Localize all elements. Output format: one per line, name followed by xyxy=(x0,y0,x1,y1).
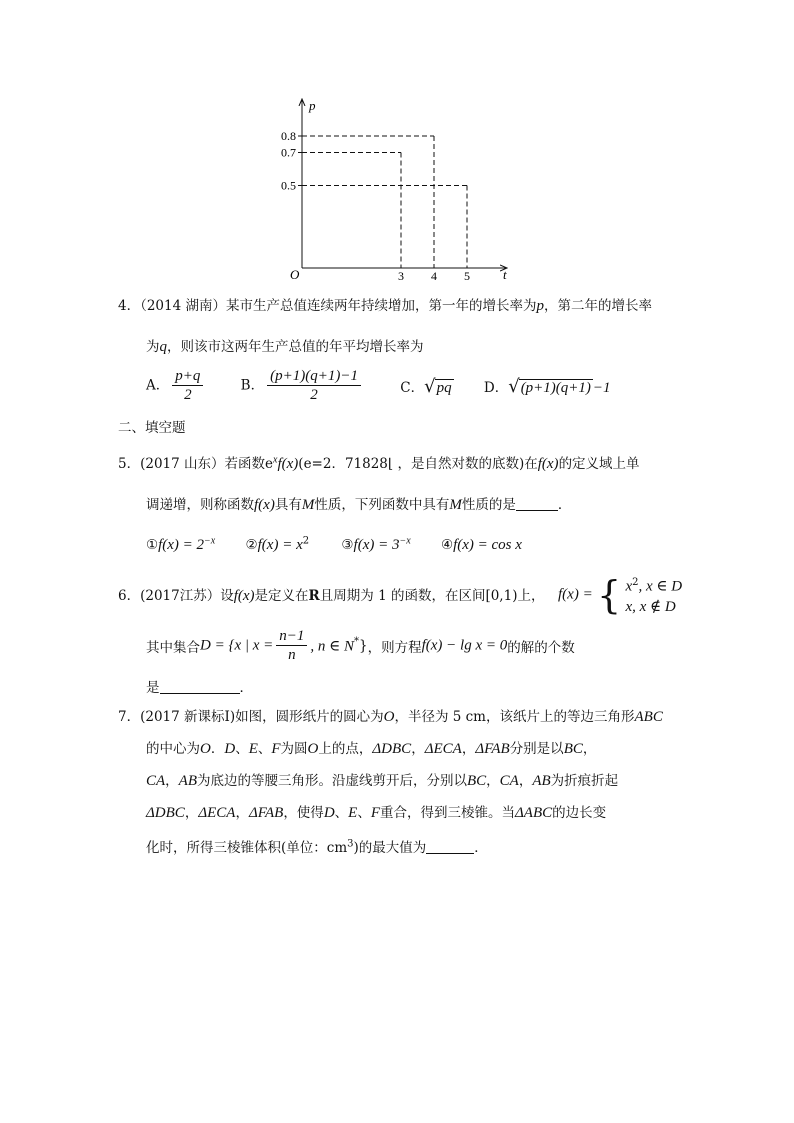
q7-line2-comma2: ， xyxy=(461,741,476,757)
q7-line3-ca: CA xyxy=(146,773,166,789)
q7-line3-comma3: ， xyxy=(518,773,533,789)
q5-line1 xyxy=(118,452,640,473)
x-tick-label: 5 xyxy=(464,269,470,283)
option-d[interactable]: D．√(p+1)(q+1) −1 xyxy=(483,375,611,397)
q7-line5-b: )的最大值为 xyxy=(353,840,427,856)
option-c-label: C． xyxy=(400,379,425,396)
option-d-label: D． xyxy=(483,379,509,396)
q7-line4-s1: 、 xyxy=(334,805,349,821)
q7-line2-d: D xyxy=(224,741,236,757)
q7-line4-t1: ΔDBC xyxy=(146,805,185,821)
q5-expr1-sup: x xyxy=(273,454,278,466)
q5-text3: 调递增，则称函数 xyxy=(146,497,254,513)
q7-line4-c1: ， xyxy=(184,805,199,821)
q6-text8: 是 xyxy=(146,680,160,696)
y-axis-label: p xyxy=(309,98,316,113)
q5-var-m1: M xyxy=(301,497,315,513)
q7-line4-c2: ， xyxy=(235,805,249,821)
q6-frac-num: n−1 xyxy=(276,628,307,646)
q7-line5 xyxy=(146,836,488,856)
q7-line2-comma1: ， xyxy=(411,741,425,757)
q6-equation: f(x) − lg x = 0 xyxy=(421,637,508,654)
q5-text6: 性质的是 xyxy=(461,497,516,513)
q6-line1 xyxy=(118,584,544,605)
q6-case-2: x, x ∉ D xyxy=(625,598,676,615)
q4-source: （2014 湖南） xyxy=(140,298,226,314)
q7-line3-b: 为折痕折起 xyxy=(550,773,619,789)
q7-line4-s2: 、 xyxy=(357,805,371,821)
q6-case1-cond: , x ∈ D xyxy=(638,578,683,595)
x-axis-label: t xyxy=(503,267,507,282)
q5-options xyxy=(146,535,522,554)
q5-text1: 若函数 xyxy=(224,456,266,472)
y-tick-label: 0.8 xyxy=(281,129,296,143)
x-tick-label: 4 xyxy=(431,269,437,283)
q6-brace: { xyxy=(596,572,622,617)
q5-opt1-expr: f(x) = 2 xyxy=(158,536,205,553)
q5-var-m2: M xyxy=(449,497,462,513)
q7-answer-blank[interactable] xyxy=(426,839,474,854)
q4-line2 xyxy=(146,335,424,356)
option-b[interactable] xyxy=(241,368,364,404)
q6-case-1 xyxy=(625,573,682,597)
q6-set-d-left: D = {x | x = xyxy=(200,637,274,654)
q7-line2-e: E xyxy=(248,741,258,757)
q6-case1-sup: 2 xyxy=(632,577,639,588)
q7-line1 xyxy=(118,705,663,726)
q6-text3: 且周期为 1 的函数，在区间 xyxy=(319,588,486,604)
q6-frac-den: n xyxy=(288,647,296,663)
q7-line2 xyxy=(146,737,596,758)
q5-option-2[interactable] xyxy=(246,537,310,553)
q7-line1-o: O xyxy=(383,709,395,725)
q7-line3-ab: AB xyxy=(178,773,197,789)
q7-line3-bc: BC xyxy=(467,773,487,789)
q6-text1: 设 xyxy=(220,588,234,604)
q5-opt4-label: ④ xyxy=(440,536,454,553)
option-d-radicand: (p+1)(q+1) xyxy=(520,379,591,396)
q7-number: 7． xyxy=(118,709,141,725)
q7-line1-abc: ABC xyxy=(634,709,663,725)
q7-line2-o2: O xyxy=(307,741,319,757)
q4-text2: ，第二年的增长率 xyxy=(544,298,652,314)
q5-opt3-label: ③ xyxy=(341,536,354,553)
q6-set-d-right: , n ∈ N xyxy=(310,638,354,655)
q7-line4-f: F xyxy=(370,805,380,821)
q5-text5: 性质，下列函数中具有 xyxy=(314,497,450,513)
q5-answer-blank[interactable] xyxy=(516,496,558,511)
q7-line2-o: O xyxy=(200,741,211,757)
q5-line2 xyxy=(146,493,571,514)
q5-number: 5． xyxy=(118,456,141,472)
option-c[interactable]: C．√pq xyxy=(400,375,452,397)
q5-opt2-label: ② xyxy=(245,536,258,553)
q4-number: 4． xyxy=(118,298,141,314)
q7-line5-a: 化时，所得三棱锥体积(单位：cm xyxy=(146,840,348,856)
q7-line3-comma: ， xyxy=(165,773,179,789)
q7-line2-d2: 上的点， xyxy=(318,741,373,757)
q6-number: 6． xyxy=(118,588,141,604)
q7-line4-t3: ΔFAB xyxy=(248,805,284,821)
q6-set-r: R xyxy=(308,588,320,604)
q6-fx-eq: f(x) = xyxy=(558,586,593,603)
q7-line4-b: 重合，得到三棱锥。当 xyxy=(380,805,515,821)
q5-opt3-sup: −x xyxy=(399,535,411,546)
q6-line3 xyxy=(146,676,253,696)
q6-interval: [0,1) xyxy=(485,588,518,604)
q7-line4-abc: ΔABC xyxy=(515,805,553,821)
option-b-numerator: (p+1)(q+1)−1 xyxy=(267,368,361,386)
q5-opt1-label: ① xyxy=(146,536,159,553)
q7-line1-a: 如图，圆形纸片的圆心为 xyxy=(235,709,384,725)
option-b-denominator: 2 xyxy=(310,387,318,403)
q6-case1-expr: x xyxy=(625,578,633,595)
option-d-tail: −1 xyxy=(592,379,611,396)
q5-paren: (e=2．71828⌊ ，是自然对数的底数)在 xyxy=(298,456,538,472)
q4-var-p: p xyxy=(536,298,544,314)
q5-opt4-expr: f(x) = cos x xyxy=(453,536,522,553)
q7-line3 xyxy=(146,769,618,790)
q5-expr1: e xyxy=(265,456,274,472)
q5-text4: 具有 xyxy=(274,497,302,513)
option-b-label: B． xyxy=(240,377,265,394)
q6-text6: ，则方程 xyxy=(367,640,422,656)
option-a-denominator: 2 xyxy=(184,387,192,403)
q6-line2 xyxy=(146,628,575,664)
q7-line4-a: ，使得 xyxy=(283,805,324,821)
q7-line4 xyxy=(146,801,606,822)
y-tick-label: 0.5 xyxy=(281,178,296,193)
q7-line2-end: ， xyxy=(582,741,597,757)
option-a[interactable] xyxy=(146,368,206,404)
q6-expr1: f(x) xyxy=(233,588,255,604)
q7-line2-bc: BC xyxy=(563,741,583,757)
q6-text4: 上， xyxy=(517,588,545,604)
q6-source: (2017江苏） xyxy=(140,588,221,604)
q5-option-4[interactable] xyxy=(441,537,522,553)
q5-source: (2017 山东） xyxy=(140,456,225,472)
option-a-numerator: p+q xyxy=(172,368,203,386)
q7-line5-sup: 3 xyxy=(347,838,354,850)
y-tick-label: 0.7 xyxy=(281,145,296,160)
q7-line2-t1: ΔDBC xyxy=(372,741,412,757)
q6-answer-blank[interactable] xyxy=(160,679,240,694)
q4-text4: ，则该市这两年生产总值的年平均增长率为 xyxy=(167,339,424,355)
q7-line4-e: E xyxy=(348,805,358,821)
q5-text6-end: ． xyxy=(557,497,572,513)
q7-line2-sep1: 、 xyxy=(235,741,249,757)
q4-text3: 为 xyxy=(146,339,160,355)
q5-opt2-sup: 2 xyxy=(302,535,310,546)
q7-line4-t2: ΔECA xyxy=(198,805,236,821)
q4-options xyxy=(146,368,611,410)
q6-text8-end: ． xyxy=(239,680,253,696)
q5-opt3-expr: f(x) = 3 xyxy=(353,536,400,553)
q5-expr3: f(x) xyxy=(537,456,559,472)
q7-line2-t2: ΔECA xyxy=(424,741,462,757)
q7-source: (2017 新课标Ⅰ) xyxy=(140,709,236,725)
q6-text2: 是定义在 xyxy=(254,588,309,604)
q7-line2-t3: ΔFAB xyxy=(475,741,510,757)
option-c-radicand: pq xyxy=(436,379,452,396)
q4-line1 xyxy=(118,294,652,315)
step-chart xyxy=(0,0,794,290)
q6-text7: 的解的个数 xyxy=(507,640,575,656)
q7-line1-b: ，半径为 5 cm，该纸片上的等边三角形 xyxy=(394,709,635,725)
q4-text1: 某市生产总值连续两年持续增加，第一年的增长率为 xyxy=(226,298,537,314)
q7-line5-end: ． xyxy=(474,840,488,856)
q7-line2-c: 为圆 xyxy=(280,741,308,757)
q5-opt1-sup: −x xyxy=(204,535,216,546)
q6-set-d-sup: * xyxy=(354,636,359,647)
origin-label: O xyxy=(290,267,300,282)
q7-line3-a: 为底边的等腰三角形。沿虚线剪开后，分别以 xyxy=(197,773,467,789)
q7-line3-ab2: AB xyxy=(532,773,551,789)
q5-option-1[interactable] xyxy=(146,537,215,553)
q7-line4-c: 的边长变 xyxy=(552,805,607,821)
q4-var-q: q xyxy=(159,339,167,355)
q7-line4-d: D xyxy=(323,805,335,821)
q7-line2-f: F xyxy=(271,741,281,757)
section-heading: 二、填空题 xyxy=(118,420,186,436)
q6-set-d-close: } xyxy=(359,638,368,654)
q7-line3-comma2: ， xyxy=(486,773,500,789)
q7-line2-sep2: 、 xyxy=(257,741,272,757)
q6-piecewise xyxy=(558,573,682,617)
q5-option-3[interactable] xyxy=(341,537,410,553)
q5-expr2: f(x) xyxy=(277,456,299,472)
q5-opt2-expr: f(x) = x xyxy=(257,536,303,553)
x-tick-label: 3 xyxy=(398,269,404,283)
q7-line2-a: 的中心为 xyxy=(146,741,200,757)
q7-line2-e2: 分别是以 xyxy=(509,741,564,757)
q6-text5: 其中集合 xyxy=(146,640,200,656)
q7-line3-ca2: CA xyxy=(499,773,519,789)
q5-text2: 的定义域上单 xyxy=(558,456,640,472)
option-a-label: A． xyxy=(146,377,170,394)
q5-expr4: f(x) xyxy=(254,497,275,513)
q7-line2-b: ． xyxy=(210,741,225,757)
